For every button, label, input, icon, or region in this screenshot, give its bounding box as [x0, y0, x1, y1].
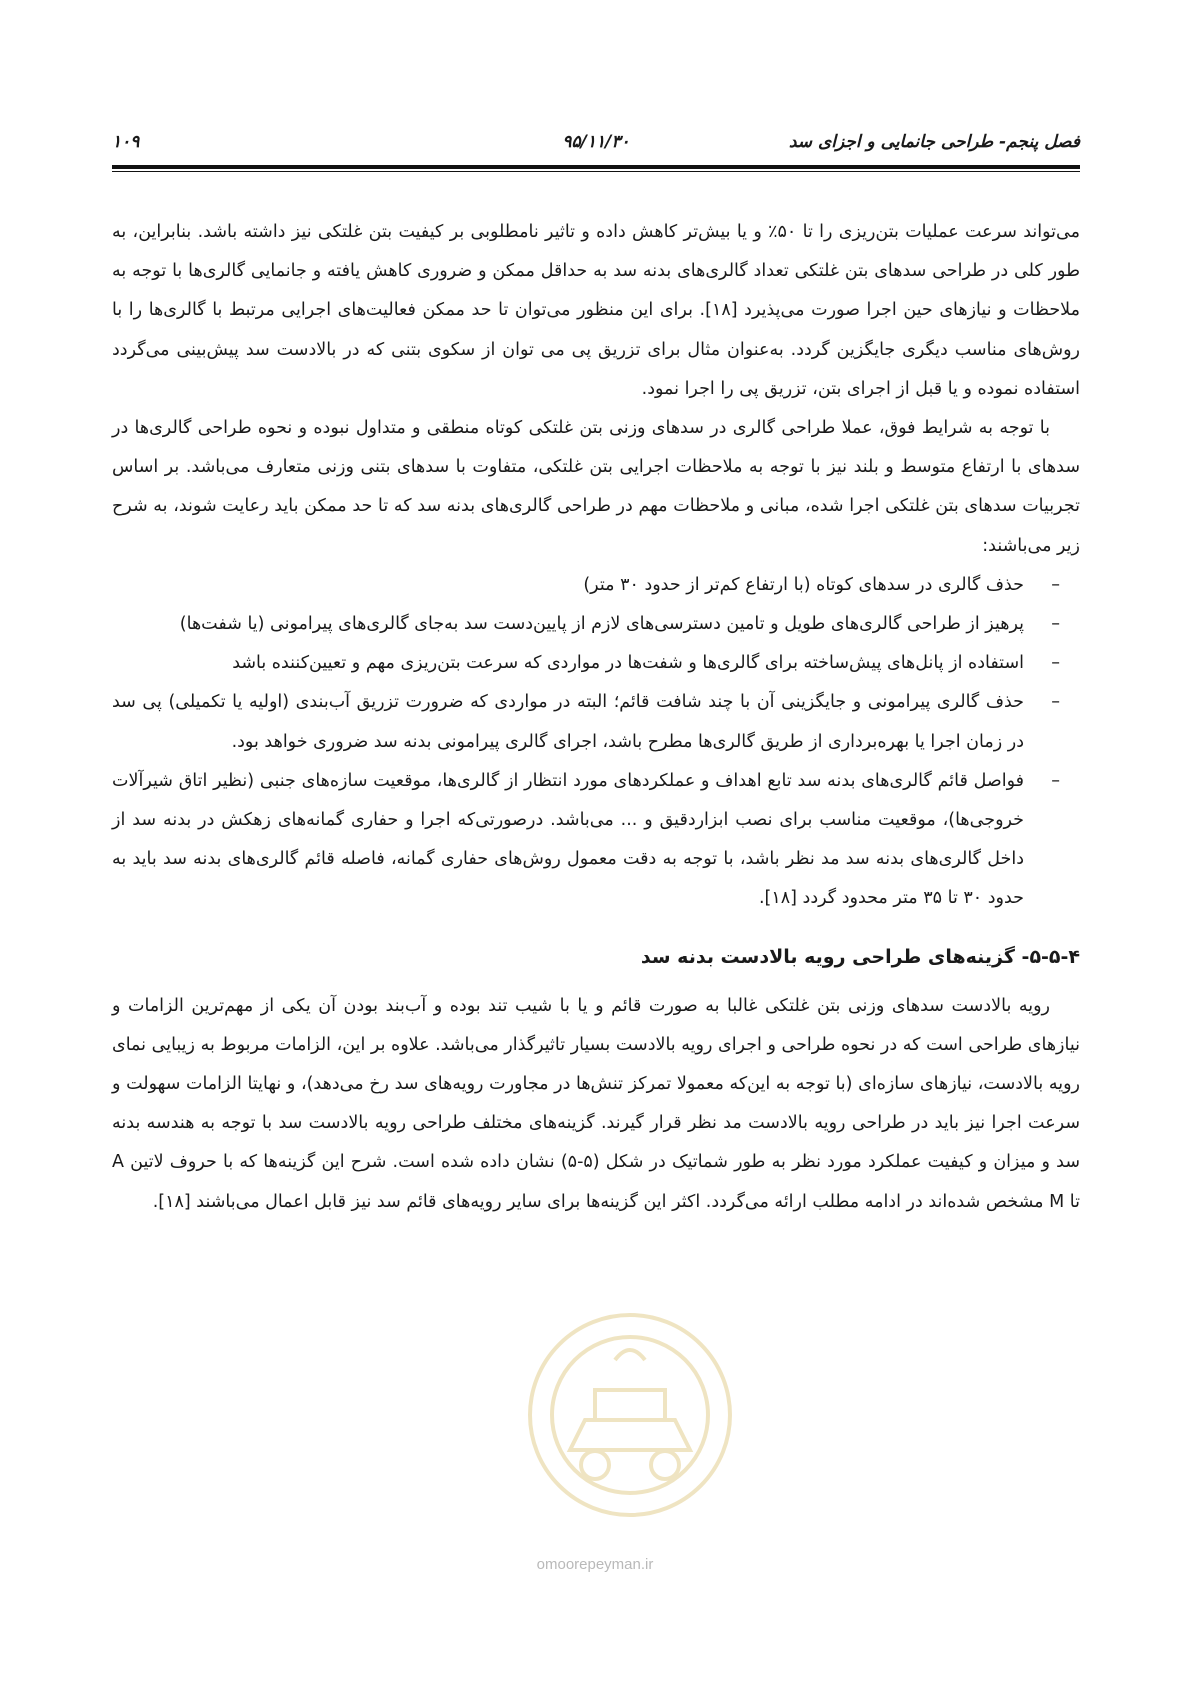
dash-marker: –: [1051, 653, 1060, 674]
page-number: ۱۰۹: [112, 132, 140, 152]
paragraph-2: با توجه به شرایط فوق، عملا طراحی گالری در سدهای وزنی بتن غلتکی کوتاه منطقی و متداول نبوده و نحوه طراحی گالری‌ها در سدهای با ارتفاع متوسط و بلند نیز با توجه به ملاحظات اجرایی بتن غلتکی، متفاوت با سدهای بتنی وزنی متعارف می‌باشد. بر اساس تجربیات سدهای بتن غلتکی اجرا شده، مبانی و ملاحظات مهم در طراحی گالری‌های بدنه سد که تا حد ممکن باید رعایت شوند، به شرح زیر می‌باشند:: [112, 418, 1080, 556]
dash-marker: –: [1051, 574, 1060, 595]
list-item-text: حذف گالری در سدهای کوتاه (با ارتفاع کم‌تر از حدود ۳۰ متر): [583, 574, 1024, 595]
header-date: ۹۵/۱۱/۳۰: [562, 132, 630, 152]
dash-marker: –: [1051, 692, 1060, 713]
list-item: [112, 644, 1080, 683]
page-header: [112, 128, 1080, 158]
body-text: [112, 213, 1080, 1222]
watermark-seal-icon: [500, 1300, 760, 1530]
list-item-text: استفاده از پانل‌های پیش‌ساخته برای گالری‌ها و شفت‌ها در مواردی که سرعت بتن‌ریزی مهم و تعیین‌کننده باشد: [232, 653, 1024, 674]
list-item: [112, 762, 1080, 919]
list-item-text: فواصل قائم گالری‌های بدنه سد تابع اهداف و عملکردهای مورد انتظار از گالری‌ها، موقعیت سازه‌های جنبی (نظیر اتاق شیرآلات خروجی‌ها)، موقعیت مناسب برای نصب ابزاردقیق و ... می‌باشد. درصورتی‌که اجرا و حفاری گمانه‌های زهکش در بدنه سد از داخل گالری‌های بدنه سد مد نظر باشد، با توجه به دقت معمول روش‌های حفاری گمانه، فاصله قائم گالری‌های بدنه سد باید به حدود ۳۰ تا ۳۵ متر محدود گردد [۱۸].: [112, 770, 1024, 909]
list-item-text: پرهیز از طراحی گالری‌های طویل و تامین دسترسی‌های لازم از پایین‌دست سد به‌جای گالری‌های پیرامونی (یا شفت‌ها): [179, 614, 1024, 635]
paragraph-1: می‌تواند سرعت عملیات بتن‌ریزی را تا ۵۰٪ و یا بیش‌تر کاهش داده و تاثیر نامطلوبی بر کیفیت بتن غلتکی نیز داشته باشد. بنابراین، به طور کلی در طراحی سدهای بتن غلتکی تعداد گالری‌های بدنه سد به حداقل ممکن و ضروری کاهش یافته و جانمایی گالری‌ها با توجه به ملاحظات و نیازهای حین اجرا صورت می‌پذیرد [۱۸]. برای این منظور می‌توان تا حد ممکن فعالیت‌های اجرایی مرتبط با گالری‌ها را با روش‌های مناسب دیگری جایگزین گردد. به‌عنوان مثال برای تزریق پی می توان از سکوی بتنی که در بالادست سد پیش‌بینی می‌گردد استفاده نموده و یا قبل از اجرای بتن، تزریق پی را اجرا نمود.: [112, 222, 1080, 399]
watermark-url: omoorepeyman.ir: [536, 1556, 654, 1573]
dash-marker: –: [1051, 614, 1060, 635]
dash-marker: –: [1051, 770, 1060, 791]
list-item: [112, 683, 1080, 761]
chapter-title: فصل پنجم- طراحی جانمایی و اجزای سد: [788, 132, 1080, 152]
list-item: [112, 566, 1080, 605]
paragraph-3: رویه بالادست سدهای وزنی بتن غلتکی غالبا به صورت قائم و یا با شیب تند بوده و آب‌بند بودن آن یکی از مهم‌ترین الزامات و نیازهای طراحی است که در نحوه طراحی و اجرای رویه بالادست بسیار تاثیرگذار می‌باشد. علاوه بر این، الزامات مربوط به زیبایی نمای رویه بالادست، نیازهای سازه‌ای (با توجه به این‌که معمولا تمرکز تنش‌ها در مجاورت رویه‌های سد رخ می‌دهد)، و نهایتا الزامات سهولت و سرعت اجرا نیز باید در طراحی رویه بالادست مد نظر قرار گیرند. گزینه‌های مختلف طراحی رویه بالادست سد با توجه به هندسه بدنه سد و میزان و کیفیت عملکرد مورد نظر به طور شماتیک در شکل (۵-۵) نشان داده شده است. شرح این گزینه‌ها که با حروف لاتین A تا M مشخص شده‌اند در ادامه مطلب ارائه می‌گردد. اکثر این گزینه‌ها برای سایر رویه‌های قائم سد نیز قابل اعمال می‌باشند [۱۸].: [112, 995, 1081, 1212]
list-item: [112, 605, 1080, 644]
header-rule-thick: [112, 165, 1080, 169]
list-item-text: حذف گالری پیرامونی و جایگزینی آن با چند شافت قائم؛ البته در مواردی که ضرورت تزریق آب‌بندی (اولیه یا تکمیلی) پی سد در زمان اجرا یا بهره‌برداری از طریق گالری‌ها مطرح باشد، اجرای گالری پیرامونی بدنه سد ضروری خواهد بود.: [112, 692, 1024, 752]
header-rule-thin: [112, 171, 1080, 172]
section-heading: ۵-۵-۴- گزینه‌های طراحی رویه بالادست بدنه سد: [640, 945, 1080, 968]
bullet-list: [112, 566, 1080, 919]
